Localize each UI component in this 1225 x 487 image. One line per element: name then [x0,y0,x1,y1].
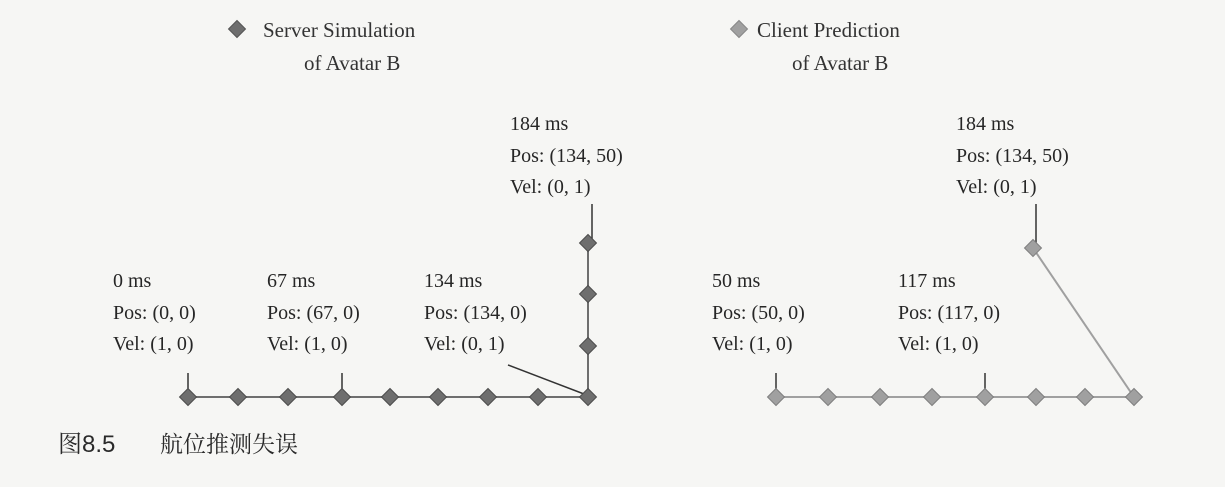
label-time: 184 ms [956,113,1015,135]
label-vel: Vel: (1, 0) [712,333,793,355]
server-point [580,286,597,303]
server-markers [180,235,597,406]
label-server-134ms [424,270,527,355]
legend-client [731,18,901,75]
label-pos: Pos: (50, 0) [712,302,805,324]
client-point [872,389,889,406]
label-pos: Pos: (134, 50) [510,145,623,167]
client-point [820,389,837,406]
client-point [1028,389,1045,406]
server-point [382,389,399,406]
label-time: 117 ms [898,270,956,292]
client-point [924,389,941,406]
label-vel: Vel: (1, 0) [898,333,979,355]
label-time: 50 ms [712,270,761,292]
label-time: 184 ms [510,113,569,135]
label-time: 134 ms [424,270,483,292]
label-server-0ms [113,270,196,355]
server-point [580,389,597,406]
server-point [580,235,597,252]
server-point [230,389,247,406]
server-point [430,389,447,406]
tick-134ms [508,365,584,394]
server-point [280,389,297,406]
label-pos: Pos: (117, 0) [898,302,1001,324]
legend-server-line2: of Avatar B [304,51,401,75]
client-path-diagonal [1033,248,1134,397]
legend-server-line1: Server Simulation [263,18,416,42]
server-point [580,338,597,355]
legend-server-marker-icon [229,21,246,38]
label-server-67ms [267,270,360,355]
caption-title: 航位推测失误 [160,432,298,458]
caption-number: 图8.5 [58,431,116,458]
label-pos: Pos: (134, 50) [956,145,1069,167]
figure-caption [58,431,298,458]
label-server-184ms [510,113,623,198]
server-point [334,389,351,406]
server-point [480,389,497,406]
label-time: 67 ms [267,270,316,292]
legend-server [229,18,416,75]
legend-client-marker-icon [731,21,748,38]
client-point [1126,389,1143,406]
label-vel: Vel: (0, 1) [424,333,505,355]
client-point [768,389,785,406]
label-client-117ms [898,270,1000,355]
client-point [1025,240,1042,257]
label-time: 0 ms [113,270,152,292]
client-ticks [776,204,1036,397]
label-client-50ms [712,270,805,355]
server-path [188,243,588,397]
legend-client-line2: of Avatar B [792,51,889,75]
label-vel: Vel: (1, 0) [267,333,348,355]
label-pos: Pos: (67, 0) [267,302,360,324]
label-vel: Vel: (1, 0) [113,333,194,355]
legend-client-line1: Client Prediction [757,18,900,42]
client-point [977,389,994,406]
label-vel: Vel: (0, 1) [956,176,1037,198]
label-vel: Vel: (0, 1) [510,176,591,198]
server-point [180,389,197,406]
server-point [530,389,547,406]
label-pos: Pos: (0, 0) [113,302,196,324]
label-pos: Pos: (134, 0) [424,302,527,324]
label-client-184ms [956,113,1069,198]
server-ticks [188,204,592,397]
client-point [1077,389,1094,406]
